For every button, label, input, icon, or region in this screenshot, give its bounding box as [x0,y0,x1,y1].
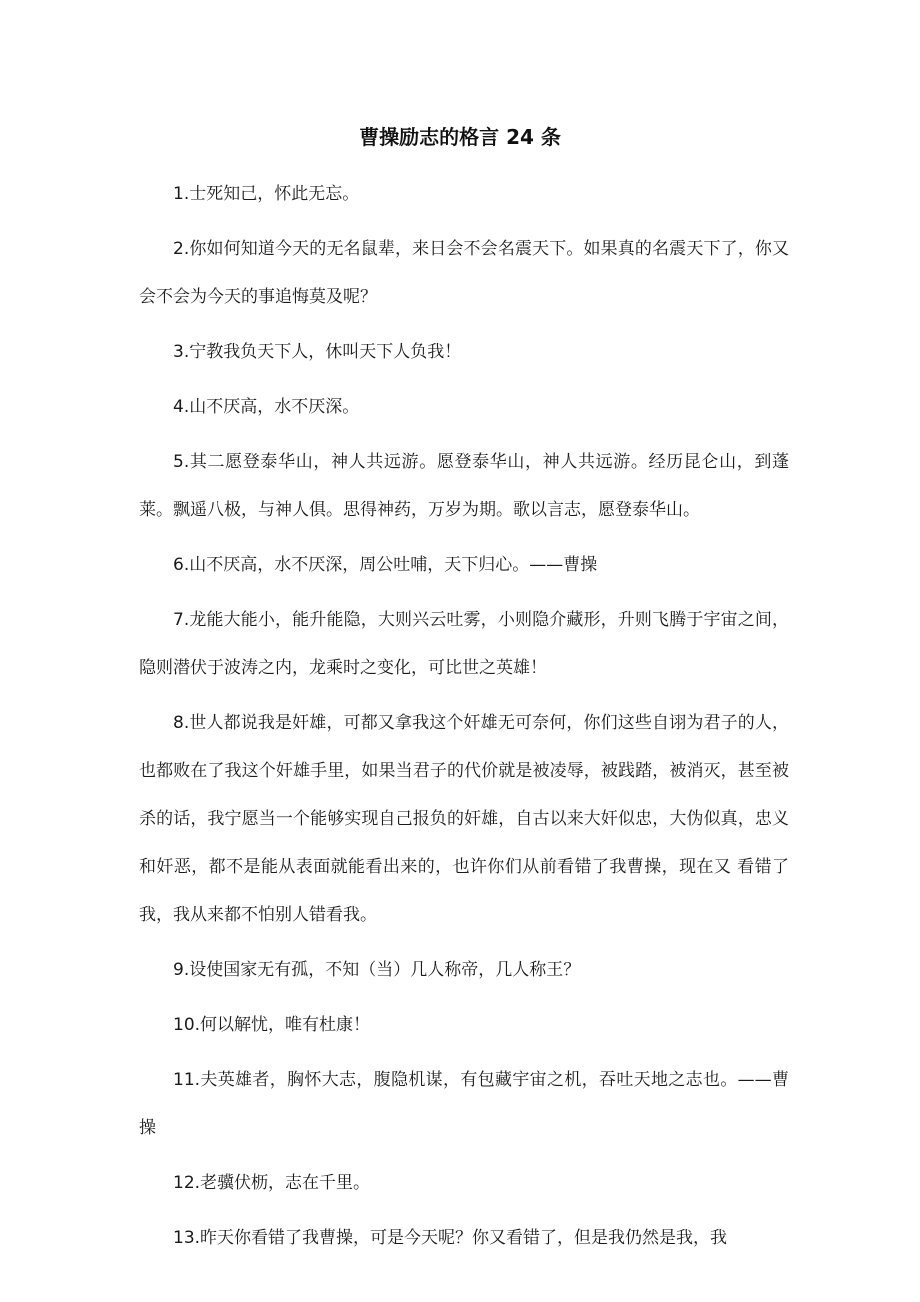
quote-paragraph: 8.世人都说我是奸雄，可都又拿我这个奸雄无可奈何，你们这些自诩为君子的人，也都败在了我这个奸雄手里，如果当君子的代价就是被凌辱，被践踏，被消灭，甚至被 杀的话，我宁愿当一个能够实现自己报负的奸雄，自古以来大奸似忠，大伪似真，忠义和奸恶，都不是能从表面就能看出来的，也许你们从前看错了我曹操，现在又 看错了我，我从来都不怕别人错看我。 [139,713,789,925]
document-title: 曹操励志的格言 24 条 [359,125,561,149]
quote-paragraph: 12.老骥伏枥，志在千里。 [173,1173,371,1193]
quote-paragraph: 4.山不厌高，水不厌深。 [173,397,360,417]
quote-paragraph: 1.士死知己，怀此无忘。 [173,184,360,204]
quote-paragraph: 11.夫英雄者，胸怀大志，腹隐机谋，有包藏宇宙之机，吞吐天地之志也。——曹操 [139,1070,789,1138]
quote-paragraph: 2.你如何知道今天的无名鼠辈，来日会不会名震天下。如果真的名震天下了，你又会不会为今天的事追悔莫及呢？ [139,239,789,307]
quote-paragraph: 6.山不厌高，水不厌深，周公吐哺，天下归心。——曹操 [173,555,598,575]
quote-paragraph: 3.宁教我负天下人，休叫天下人负我！ [173,342,462,362]
quote-paragraph: 5.其二愿登泰华山，神人共远游。愿登泰华山，神人共远游。经历昆仑山，到蓬莱。飘遥八极，与神人俱。思得神药，万岁为期。歌以言志，愿登泰华山。 [139,452,789,520]
quote-paragraph: 7.龙能大能小，能升能隐，大则兴云吐雾，小则隐介藏形，升则飞腾于宇宙之间，隐则潜伏于波涛之内，龙乘时之变化，可比世之英雄！ [139,610,789,678]
document-body [139,170,789,1269]
quote-paragraph: 10.何以解忧，唯有杜康！ [173,1015,371,1035]
quote-paragraph: 9.设使国家无有孤，不知（当）几人称帝，几人称王？ [173,960,581,980]
quote-paragraph: 13.昨天你看错了我曹操，可是今天呢？你又看错了，但是我仍然是我，我 [173,1228,728,1248]
